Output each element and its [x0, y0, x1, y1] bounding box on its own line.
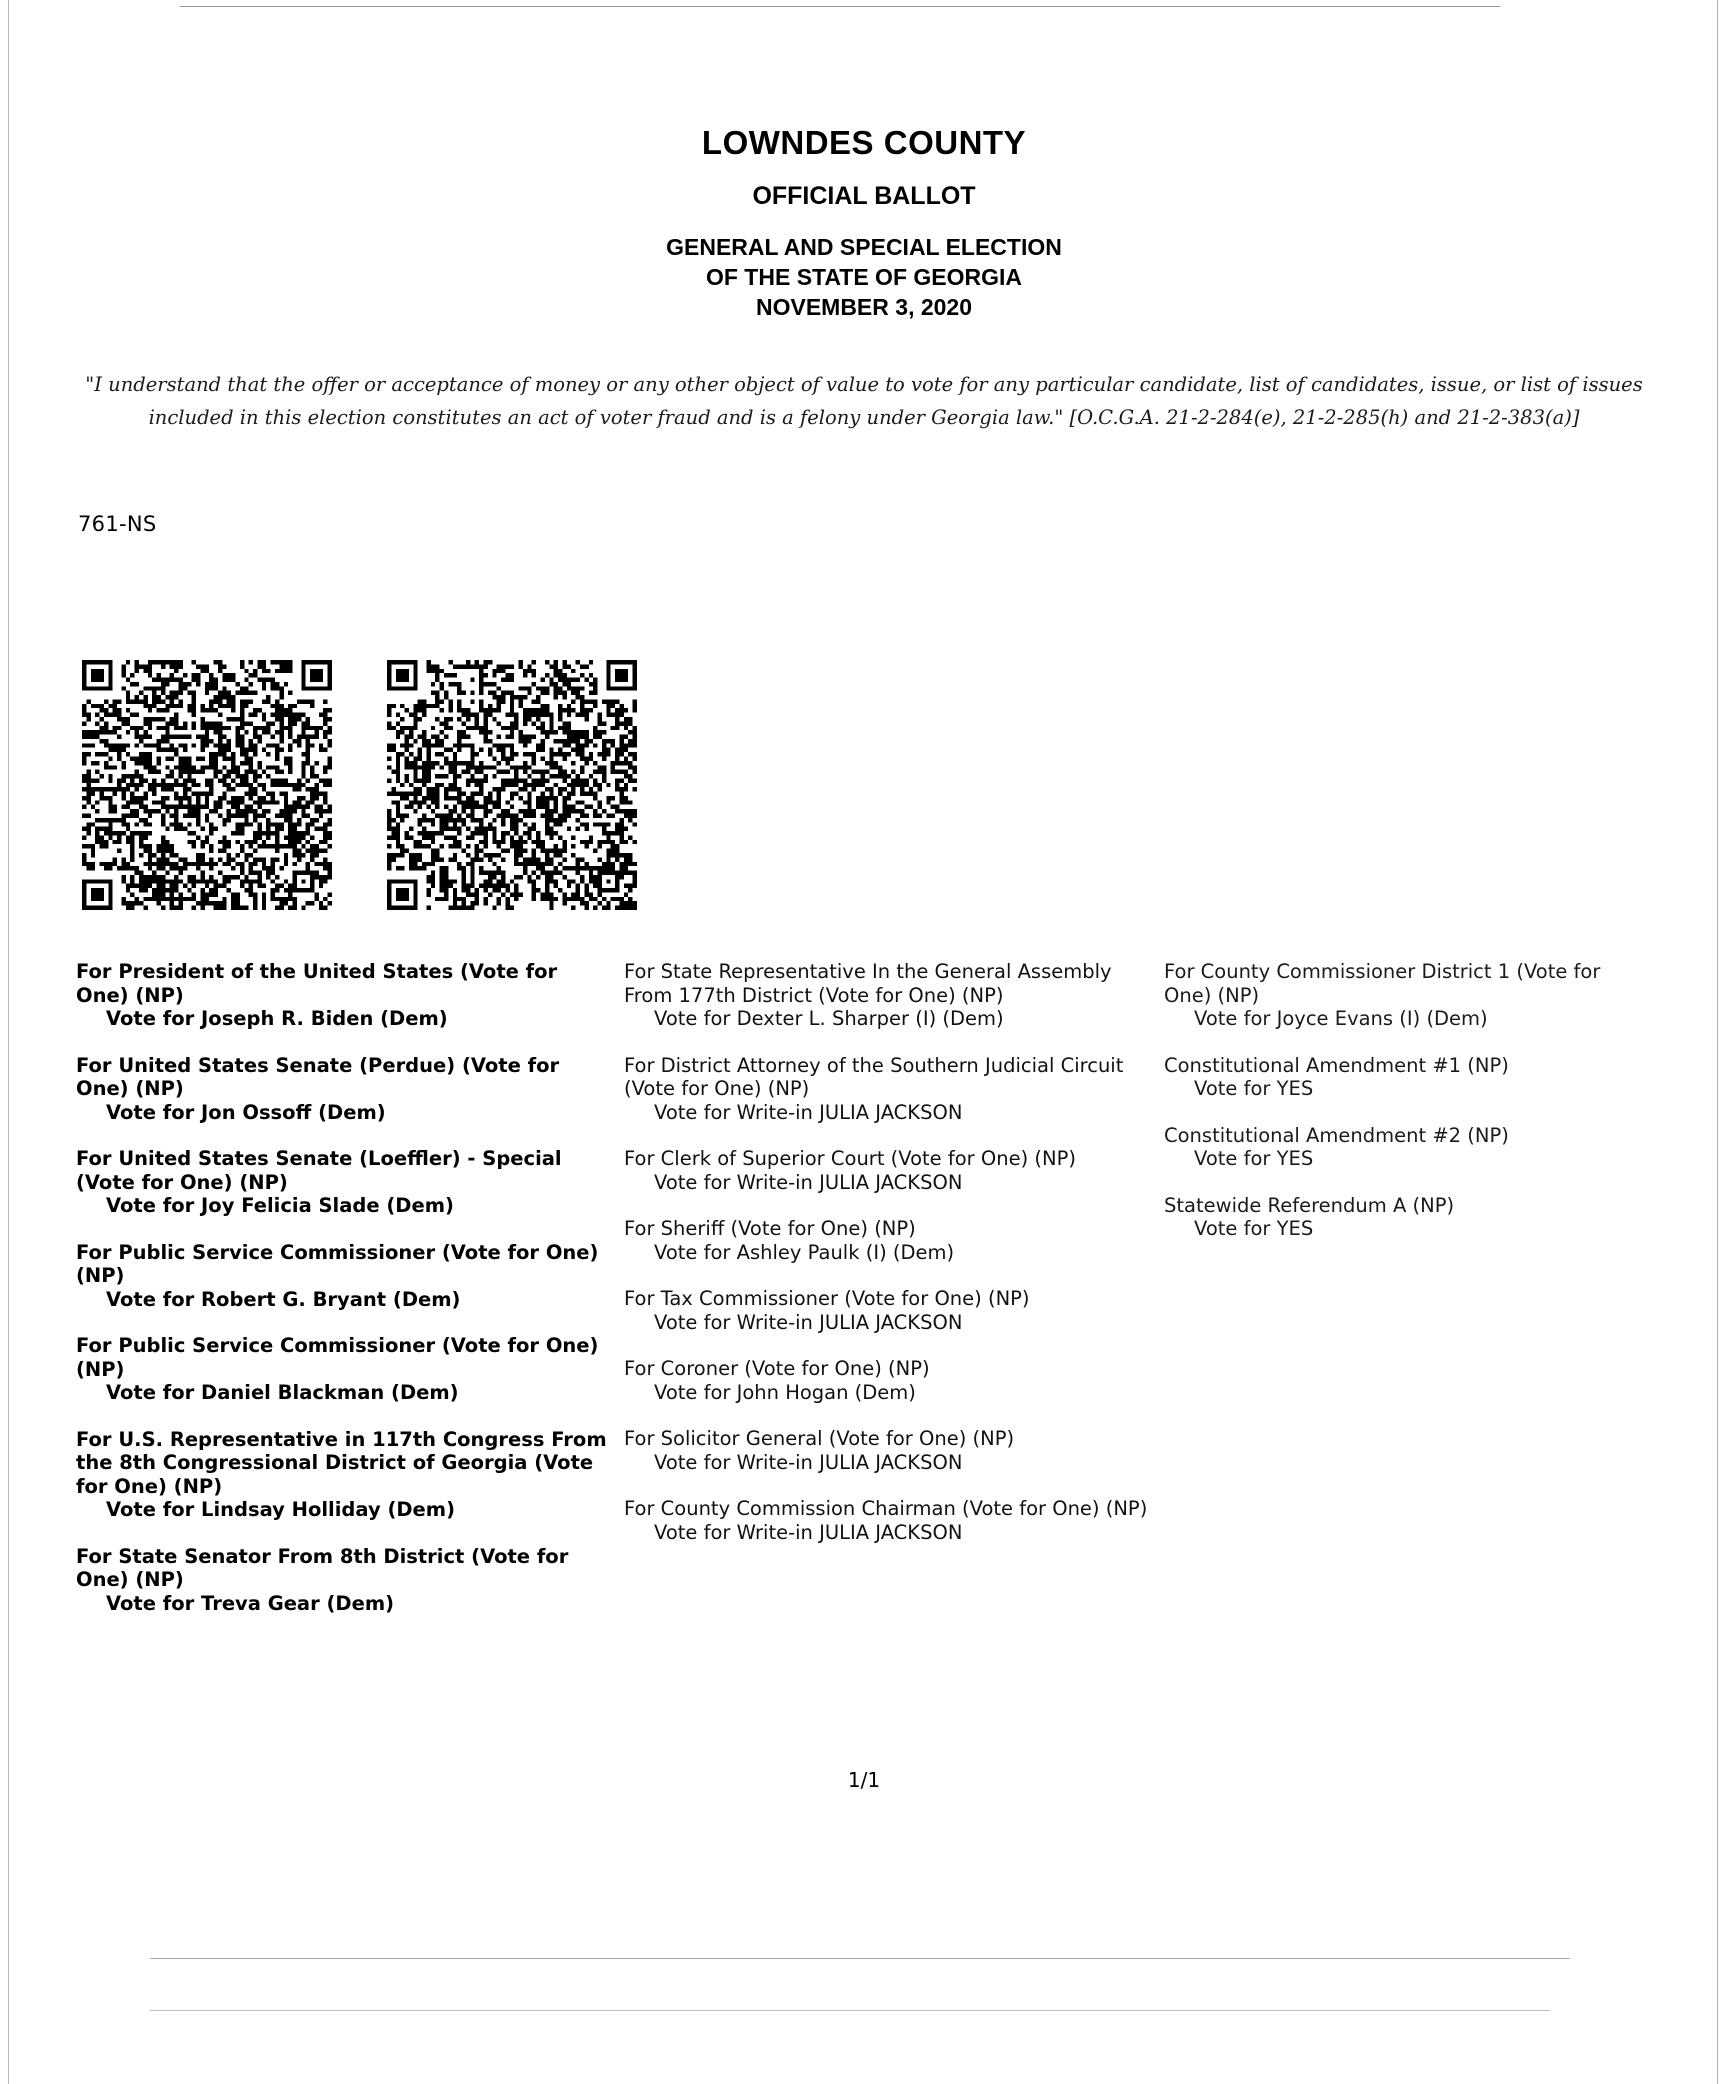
contest-title: For Sheriff (Vote for One) (NP): [624, 1217, 916, 1240]
ballot-style-id: 761-NS: [78, 512, 157, 536]
contest-selected-choice: Vote for Robert G. Bryant (Dem): [106, 1287, 461, 1311]
contest-title: Constitutional Amendment #1 (NP): [1164, 1053, 1509, 1077]
qr-code-group: [82, 660, 637, 910]
contest-title: For Public Service Commissioner (Vote for One) (NP): [76, 1334, 599, 1381]
contest-selected-choice: Vote for Write-in JULIA JACKSON: [654, 1170, 963, 1194]
contest-selected-choice: Vote for YES: [1194, 1077, 1314, 1100]
election-date: NOVEMBER 3, 2020: [755, 294, 973, 320]
contest-title: For County Commission Chairman (Vote for One) (NP): [624, 1497, 1148, 1520]
contest-block: [76, 960, 610, 1031]
contest-title: Statewide Referendum A (NP): [1164, 1193, 1455, 1217]
contest-block: [624, 1357, 1150, 1404]
contest-selected-choice: Vote for Write-in JULIA JACKSON: [654, 1520, 963, 1544]
contest-selected-choice: Vote for YES: [1194, 1147, 1314, 1170]
contest-block: [76, 1545, 610, 1616]
contest-selected-choice: Vote for Treva Gear (Dem): [106, 1591, 395, 1615]
contest-title: For District Attorney of the Southern Judicial Circuit (Vote for One) (NP): [624, 1053, 1124, 1100]
election-name-line1: GENERAL AND SPECIAL ELECTION: [666, 234, 1062, 260]
contest-selected-choice: Vote for Daniel Blackman (Dem): [106, 1381, 459, 1404]
contest-title: For U.S. Representative in 117th Congress From the 8th Congressional District of Georgia (Vote for One) (NP): [76, 1427, 607, 1498]
contest-block: [76, 1334, 610, 1405]
page-number: 1/1: [847, 1768, 881, 1792]
contest-block: [76, 1241, 610, 1312]
contest-title: Constitutional Amendment #2 (NP): [1164, 1123, 1509, 1147]
contest-block: [1164, 1054, 1650, 1101]
contest-title: For State Senator From 8th District (Vote for One) (NP): [76, 1544, 569, 1591]
official-ballot-label: OFFICIAL BALLOT: [752, 182, 976, 210]
contest-column-3: [1164, 960, 1664, 1638]
contest-columns: [76, 960, 1666, 1638]
contest-title: For President of the United States (Vote for One) (NP): [76, 960, 558, 1007]
contest-block: [1164, 1124, 1650, 1171]
contest-selected-choice: Vote for Write-in JULIA JACKSON: [654, 1310, 963, 1334]
contest-block: [624, 1287, 1150, 1334]
page-title: LOWNDES COUNTY: [701, 124, 1027, 161]
contest-column-2: [624, 960, 1164, 1638]
voter-fraud-oath-text: "I understand that the offer or acceptance of money or any other object of value to vote for any particular candidate, list of candidates, issue, or list of issues included in this election constitutes an act of voter fraud and is a felony under Georgia law." [O.C.G.A. 21-2-284(e), 21-2-285(h) and 21-2-383(a)]: [85, 373, 1643, 429]
contest-selected-choice: Vote for Lindsay Holliday (Dem): [106, 1498, 456, 1521]
contest-selected-choice: Vote for YES: [1194, 1217, 1314, 1240]
contest-selected-choice: Vote for Joyce Evans (I) (Dem): [1194, 1007, 1488, 1030]
contest-selected-choice: Vote for Ashley Paulk (I) (Dem): [654, 1240, 955, 1264]
contest-title: For County Commissioner District 1 (Vote for One) (NP): [1164, 960, 1601, 1007]
contest-selected-choice: Vote for Write-in JULIA JACKSON: [654, 1450, 963, 1474]
contest-title: For United States Senate (Loeffler) - Special (Vote for One) (NP): [76, 1147, 562, 1194]
contest-block: [624, 1427, 1150, 1474]
contest-selected-choice: Vote for Joy Felicia Slade (Dem): [106, 1194, 454, 1217]
contest-selected-choice: Vote for John Hogan (Dem): [654, 1380, 916, 1404]
contest-column-1: [76, 960, 624, 1638]
contest-block: [76, 1147, 610, 1218]
contest-block: [624, 1217, 1150, 1264]
election-name-line2: OF THE STATE OF GEORGIA: [705, 264, 1023, 290]
contest-title: For United States Senate (Perdue) (Vote for One) (NP): [76, 1053, 560, 1100]
contest-block: [624, 1054, 1150, 1125]
contest-title: For Coroner (Vote for One) (NP): [624, 1357, 930, 1380]
contest-selected-choice: Vote for Jon Ossoff (Dem): [106, 1100, 386, 1124]
contest-block: [1164, 960, 1650, 1031]
contest-title: For State Representative In the General Assembly From 177th District (Vote for One) (NP): [624, 960, 1112, 1007]
contest-title: For Tax Commissioner (Vote for One) (NP): [624, 1287, 1030, 1310]
contest-selected-choice: Vote for Write-in JULIA JACKSON: [654, 1100, 963, 1124]
contest-block: [624, 1497, 1150, 1544]
ballot-qr-code-left: [82, 660, 332, 910]
contest-selected-choice: Vote for Dexter L. Sharper (I) (Dem): [654, 1007, 1004, 1030]
contest-title: For Solicitor General (Vote for One) (NP): [624, 1427, 1015, 1450]
contest-title: For Clerk of Superior Court (Vote for One) (NP): [624, 1147, 1076, 1170]
contest-block: [624, 1147, 1150, 1194]
contest-selected-choice: Vote for Joseph R. Biden (Dem): [106, 1007, 448, 1030]
contest-block: [1164, 1194, 1650, 1241]
contest-block: [624, 960, 1150, 1031]
contest-title: For Public Service Commissioner (Vote for One) (NP): [76, 1240, 599, 1287]
ballot-qr-code-right: [387, 660, 637, 910]
contest-block: [76, 1054, 610, 1125]
contest-block: [76, 1428, 610, 1522]
election-heading: [0, 232, 1728, 322]
